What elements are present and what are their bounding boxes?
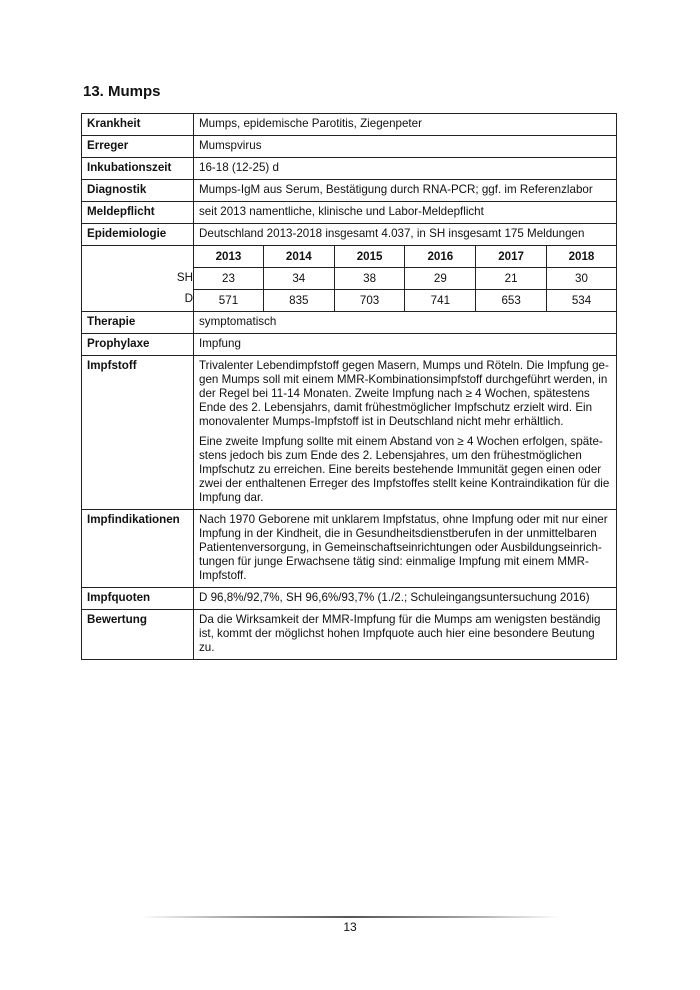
epi-year-header-row	[194, 246, 616, 268]
label-meldepflicht: Meldepflicht	[82, 202, 194, 224]
label-epidemiologie: Epidemiologie	[82, 224, 194, 246]
footer-divider	[140, 916, 560, 918]
epi-corner-cell	[82, 246, 193, 267]
value-impfstoff	[194, 356, 617, 510]
row-krankheit	[82, 114, 617, 136]
value-diagnostik: Mumps-IgM aus Serum, Bestätigung durch RNA-PCR; ggf. im Referenzlabor	[194, 180, 617, 202]
epi-value-cell: 21	[476, 268, 547, 290]
label-therapie: Therapie	[82, 312, 194, 334]
epi-value-cell: 30	[547, 268, 617, 290]
label-inkubationszeit: Inkubationszeit	[82, 158, 194, 180]
row-therapie	[82, 312, 617, 334]
epi-value-cell: 703	[334, 290, 405, 312]
mumps-info-table	[81, 113, 617, 660]
epi-value-cell: 653	[476, 290, 547, 312]
epi-row-d	[194, 290, 616, 312]
epi-value-cell: 741	[405, 290, 476, 312]
epi-value-cell: 23	[194, 268, 263, 290]
value-prophylaxe: Impfung	[194, 334, 617, 356]
impfstoff-paragraph-2: Eine zweite Impfung sollte mit einem Abstand von ≥ 4 Wochen erfolgen, späte-stens jedoch bis zum Ende des 2. Lebensjahres, um den frühestmöglichen Impfschutz zu erreichen. Eine bereits bestehende Immunität gegen einen oder zwei der enthaltenen Erreger des Impfstoffes stellt keine Kontraindikation für die Impfung dar.	[199, 435, 610, 504]
row-inkubationszeit	[82, 158, 617, 180]
epi-year-header: 2015	[334, 246, 405, 268]
page-heading: 13. Mumps	[83, 83, 161, 100]
row-erreger	[82, 136, 617, 158]
value-impfindikationen: Nach 1970 Geborene mit unklarem Impfstatus, ohne Impfung oder mit nur einer Impfung in der Kindheit, die in Gesundheitsdienstberufen in der unmittelbaren Patientenversorgung, in Gemeinschaftseinrichtungen oder Ausbildungseinrich-tungen für junge Erwachsene tätig sind: einmalige Impfung mit einem MMR-Impfstoff.	[194, 510, 617, 588]
page-number: 13	[343, 920, 357, 934]
label-impfstoff: Impfstoff	[82, 356, 194, 510]
label-impfquoten: Impfquoten	[82, 588, 194, 610]
value-erreger: Mumspvirus	[194, 136, 617, 158]
value-impfquoten: D 96,8%/92,7%, SH 96,6%/93,7% (1./2.; Schuleingangsuntersuchung 2016)	[194, 588, 617, 610]
epi-value-cell: 571	[194, 290, 263, 312]
row-impfstoff	[82, 356, 617, 510]
impfstoff-paragraph-1: Trivalenter Lebendimpfstoff gegen Masern, Mumps und Röteln. Die Impfung ge-gen Mumps soll mit einem MMR-Kombinationsimpfstoff durchgeführt werden, in der Regel bei 11-14 Monaten. Zweite Impfung nach ≥ 4 Wochen, spätestens Ende des 2. Lebensjahrs, damit frühestmöglicher Impfschutz erzielt wird. Ein monovalenter Mumps-Impfstoff ist in Deutschland nicht mehr erhältlich.	[199, 359, 609, 428]
value-meldepflicht: seit 2013 namentliche, klinische und Labor-Meldepflicht	[194, 202, 617, 224]
epi-row-sh	[194, 268, 616, 290]
row-diagnostik	[82, 180, 617, 202]
epi-year-header: 2018	[547, 246, 617, 268]
value-bewertung: Da die Wirksamkeit der MMR-Impfung für die Mumps am wenigsten beständig ist, kommt der möglichst hohen Impfquote auch hier eine besondere Beutung zu.	[194, 610, 617, 660]
epi-value-cell: 534	[547, 290, 617, 312]
row-impfquoten	[82, 588, 617, 610]
epidemiology-table	[194, 246, 616, 311]
epi-value-cell: 835	[263, 290, 334, 312]
epi-row-labels	[82, 246, 194, 312]
epi-value-cell: 34	[263, 268, 334, 290]
epi-label-column	[82, 246, 193, 309]
epi-row-label-d: D	[184, 291, 193, 305]
label-prophylaxe: Prophylaxe	[82, 334, 194, 356]
value-inkubationszeit: 16-18 (12-25) d	[194, 158, 617, 180]
epi-year-header: 2016	[405, 246, 476, 268]
epi-year-header: 2017	[476, 246, 547, 268]
row-epidemiologie-table	[82, 246, 617, 312]
row-bewertung	[82, 610, 617, 660]
row-prophylaxe	[82, 334, 617, 356]
value-krankheit: Mumps, epidemische Parotitis, Ziegenpeter	[194, 114, 617, 136]
epi-year-header: 2014	[263, 246, 334, 268]
value-epidemiologie: Deutschland 2013-2018 insgesamt 4.037, in SH insgesamt 175 Meldungen	[194, 224, 617, 246]
value-therapie: symptomatisch	[194, 312, 617, 334]
label-impfindikationen: Impfindikationen	[82, 510, 194, 588]
row-impfindikationen	[82, 510, 617, 588]
label-krankheit: Krankheit	[82, 114, 194, 136]
label-diagnostik: Diagnostik	[82, 180, 194, 202]
epi-data-cell	[194, 246, 617, 312]
row-epidemiologie	[82, 224, 617, 246]
row-meldepflicht	[82, 202, 617, 224]
epi-value-cell: 38	[334, 268, 405, 290]
label-erreger: Erreger	[82, 136, 194, 158]
epi-value-cell: 29	[405, 268, 476, 290]
epi-row-label-sh: SH	[176, 270, 193, 284]
label-bewertung: Bewertung	[82, 610, 194, 660]
epi-year-header: 2013	[194, 246, 263, 268]
